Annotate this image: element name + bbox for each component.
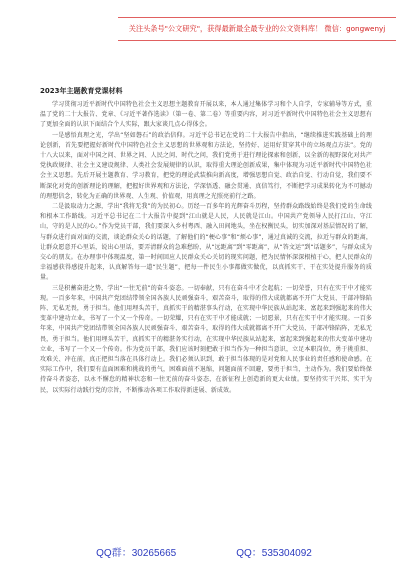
footer-qq: QQ：535304092 bbox=[236, 548, 312, 559]
document-body bbox=[40, 86, 372, 396]
footer-contacts bbox=[0, 544, 408, 559]
paragraph-4: 三是积蓄奋进之势，学出“一往无前”的奋斗姿态。一切奉献，只有在奋斗中才会起航；一切荣誉，只有在实干中才能实现。一百多年来，中国共产党团结带领全国各族人民顽强奋斗，艰苦奋斗，取得的伟大成就都离不开广大党员、干部冲锋陷阵、无私无畏，勇于担当。他们用埋头苦干，真抓实干的精湛事头行动，在实现中华民族从站起来、富起来到强起来的伟大变革中建功立业，书写了一个又一个传奇。一切荣耀，只有在实干中才能成就；一切愿景，只有在实干中才能实现。一百多年来，中国共产党团结带领全国各族人民顽强奋斗、艰苦奋斗，取得的伟大成就都离不开广大党员、干部冲锋陷阵，无私无畏，勇于担当。他们用埋头苦干，真抓实干的精湛务实行动，在实现中华民族从站起来，富起来到强起来的伟大变革中建功立业，书写了一个又一个传奇。作为党员干部，我们应该时刻把敢于担当作为一种担当意识，立足本职岗位，勇于挑重担、攻难关、冲在前，真正把担当落在具体行动上。我们必须认识到，敢于担当体现的是对党和人民事业的责任感和使命感。在实际工作中，我们要有直面困难和挑战的勇气，困难面前不退缩，问题面前不回避，要勇于担当，主动作为。我们要始终保持奋斗者姿态，以永不懈怠的精神状态和一往无前的奋斗姿态，在新征程上创造新的更大业绩。要坚持实干兴邦、实干为民，以实际行动践行党的宗旨，不断推动各项工作取得新进展、新成效。 bbox=[40, 284, 372, 394]
header-banner bbox=[118, 17, 396, 41]
paragraph-3: 二是汲取动力之源，学出“我将无我”的为民初心。历经一百多年的光辉奋斗历程，坚持群众路线始终是我们党的生命线和根本工作路线。习近平总书记在二十大报告中提到“江山就是人民，人民就是江山。中国共产党领导人民打江山、守江山，守的是人民的心。”作为党员干部，我们要深入乡村粤西、融入田间地头，坐在权衡民头，切实加深对基层情况的了解，与群众进行面对面的交流，谈论群众关心的话题，了解他们的“梗心事”和“烦心事”，通过真诚的交流，拉近与群众的距离，让群众愿意开心里话，说出心里话，要弄清群众的急难愁盼，从“远距离”到“零距离”，从“答文运”到“话题多”，与群众成为交心的朋友。在办理事中体现温度，第一时间回应人民群众关心关切的现实问题，把为民情怀深深根植于心，把人民群众的幸福感获得感提升起来，认真解答每一道“民生题”，把每一件民生小事都做实做优，以真抓实干、干在实处提升服务的质量。 bbox=[40, 203, 372, 282]
paragraph-1: 学习贯彻习近平新时代中国特色社会主义思想主题教育开展以来，本人通过集体学习和个人自学，专家辅导等方式，重温了党的二十大报告、党章、《习近平著作选读》（第一卷、第二卷）等重要内容，对习近平新时代中国特色社会主义思想有了更加全面的认识下面结合个人实际，跟大家谈几点心得体会。 bbox=[40, 101, 372, 129]
paragraph-2: 一是感悟真理之光，学出“坚如磐石”的政治信仰。习近平总书记在党的二十大报告中指出，“继续推进实践基础上的理论创新，首先要把握好新时代中国特色社会主义思想的世界观和方法论，坚持好、运用好贯穿其中的立场观点方法”。党的十八大以来，面对中国之问、世界之问、人民之问、时代之问，我们党勇于进行理论探索和创新，以全新的视野深化对共产党执政规律、社会主义建设规律、人类社会发展规律的认识，取得重大理论创新成果，集中体现为习近平新时代中国特色社会主义思想。先后开展主题教育、学习教育，把党的理论武装推向新高度，增强思想自觉、政治自觉、行动自觉，我们要不断深化对党的创新理论的理解，把握好世界观和方法论，学深悟透、融会贯通、真信笃行，不断把学习成果转化为不可撼动的理想信念，转化为正确的世界观、人生观、价值观，用真理之光照亮前行之路。 bbox=[40, 131, 372, 200]
footer-qq-group: QQ群：30265665 bbox=[96, 548, 177, 559]
document-title: 2023年主题教育党课材料 bbox=[40, 87, 123, 95]
banner-text: 关注头条号"公文研究"，获得最新最全最专业的公文资料库！ 微信：gongwenyj bbox=[128, 24, 386, 33]
